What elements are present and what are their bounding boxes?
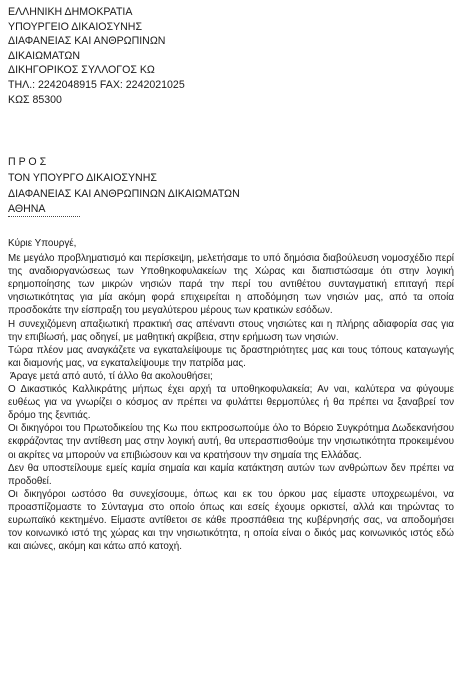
recipient-line-ministry-rest: ΔΙΑΦΑΝΕΙΑΣ ΚΑΙ ΑΝΘΡΩΠΙΝΩΝ ΔΙΚΑΙΩΜΑΤΩΝ xyxy=(8,187,240,200)
paragraph-4: Άραγε μετά από αυτό, τί άλλο θα ακολουθήσει; xyxy=(10,370,213,382)
letterhead-line-phone-fax: ΤΗΛ.: 2242048915 FAX: 2242021025 xyxy=(8,78,185,91)
dotted-separator xyxy=(8,216,80,217)
letterhead xyxy=(8,5,185,107)
paragraph-7: Δεν θα υποστείλουμε εμείς καμία σημαία και καμία κατάκτηση αυτών των ανθρώπων δεν πρέπει να προδοθεί. xyxy=(8,462,454,487)
paragraph-8: Οι δικηγόροι ωστόσο θα συνεχίσουμε, όπως και εκ του όρκου μας είμαστε υποχρεωμένοι, να προασπίζομαστε το Σύνταγμα στο οποίο όπως και εσείς έχουμε ορκιστεί, αλλά και τηρώντας το ευρωπαϊκό κεκτημένο. Είμαστε αντίθετοι σε κάθε προσπάθεια της κυβέρνησής σας, να αποδομήσει τον κοινωνικό ιστό της χώρας και την νησιωτικότητα, η οποία είναι ο δικός μας κοινωνικός ιστός εδώ και αιώνες, ακόμη και κάτω από κατοχή. xyxy=(8,488,454,553)
letter-body xyxy=(8,237,454,553)
letterhead-line-bar-association: ΔΙΚΗΓΟΡΙΚΟΣ ΣΥΛΛΟΓΟΣ ΚΩ xyxy=(8,64,155,77)
paragraph-2: Η συνεχιζόμενη απαξιωτική πρακτική σας απέναντι στους νησιώτες και η πλήρης αδιαφορία σας για την επιβίωσή, μας οδηγεί, με μαθητική ακρίβεια, στην ερήμωση των νησιών. xyxy=(8,318,454,343)
paragraph-3: Τώρα πλέον μας αναγκάζετε να εγκαταλείψουμε τις δραστηριότητες μας και τους τόπους καταγωγής και διαμονής μας, να εγκαταλείψουμε την πατρίδα μας. xyxy=(8,344,454,369)
recipient-line-minister: ΤΟΝ ΥΠΟΥΡΓΟ ΔΙΚΑΙΟΣΥΝΗΣ xyxy=(8,171,157,184)
paragraph-5: Ο Δικαστικός Καλλικράτης μήπως έχει αρχή τα υποθηκοφυλακεία; Αν ναι, καλύτερα να φύγουμε ευθέως για να γνωρίζει ο κόσμος αν πρέπει να φυλάττει θερμοπύλες ή θα πρέπει να ξαναβρεί τον δρόμο της ξενιτιάς. xyxy=(8,384,454,422)
paragraph-1: Με μεγάλο προβληματισμό και περίσκεψη, μελετήσαμε το υπό δημόσια διαβούλευση νομοσχέδιο περί της αναδιοργανώσεως των Υποθηκοφυλακείων της Χώρας και διαπιστώσαμε ότι στην λογική ερημοποίησης των μικρών νησιών παρά την περί του αντιθέτου συνταγματική επιταγή περί νησιωτικότητας για μία ακόμη φορά επιχειρείται η αποδόμηση των νησιών μας, από τα οποία προσδοκάτε την είσπραξη του μεγαλύτερου μέρους των κρατικών εσόδων. xyxy=(8,253,454,317)
letterhead-line-postcode: ΚΩΣ 85300 xyxy=(8,93,62,106)
letterhead-line-rights: ΔΙΚΑΙΩΜΑΤΩΝ xyxy=(8,49,80,62)
recipient-line-to: Π Ρ Ο Σ xyxy=(8,156,47,168)
letterhead-line-transparency: ΔΙΑΦΑΝΕΙΑΣ ΚΑΙ ΑΝΘΡΩΠΙΝΩΝ xyxy=(8,35,166,48)
recipient-line-city: ΑΘΗΝΑ xyxy=(8,203,46,216)
letterhead-line-ministry: ΥΠΟΥΡΓΕΙΟ ΔΙΚΑΙΟΣΥΝΗΣ xyxy=(8,20,142,33)
recipient-block xyxy=(8,155,240,218)
salutation: Κύριε Υπουργέ, xyxy=(8,238,77,249)
letterhead-line-republic: ΕΛΛΗΝΙΚΗ ΔΗΜΟΚΡΑΤΙΑ xyxy=(8,6,133,18)
paragraph-6: Οι δικηγόροι του Πρωτοδικείου της Κω που εκπροσωπούμε όλο το Βόρειο Συγκρότημα Δωδεκανήσου εκφράζοντας την αντίθεση μας στην λογική αυτή, θα υπερασπισθούμε την νησιωτικότητα προκειμένου οι ακρίτες να μπορούν να επιβιώσουν και να κρατήσουν την σημαία της Ελλάδας. xyxy=(8,423,454,461)
